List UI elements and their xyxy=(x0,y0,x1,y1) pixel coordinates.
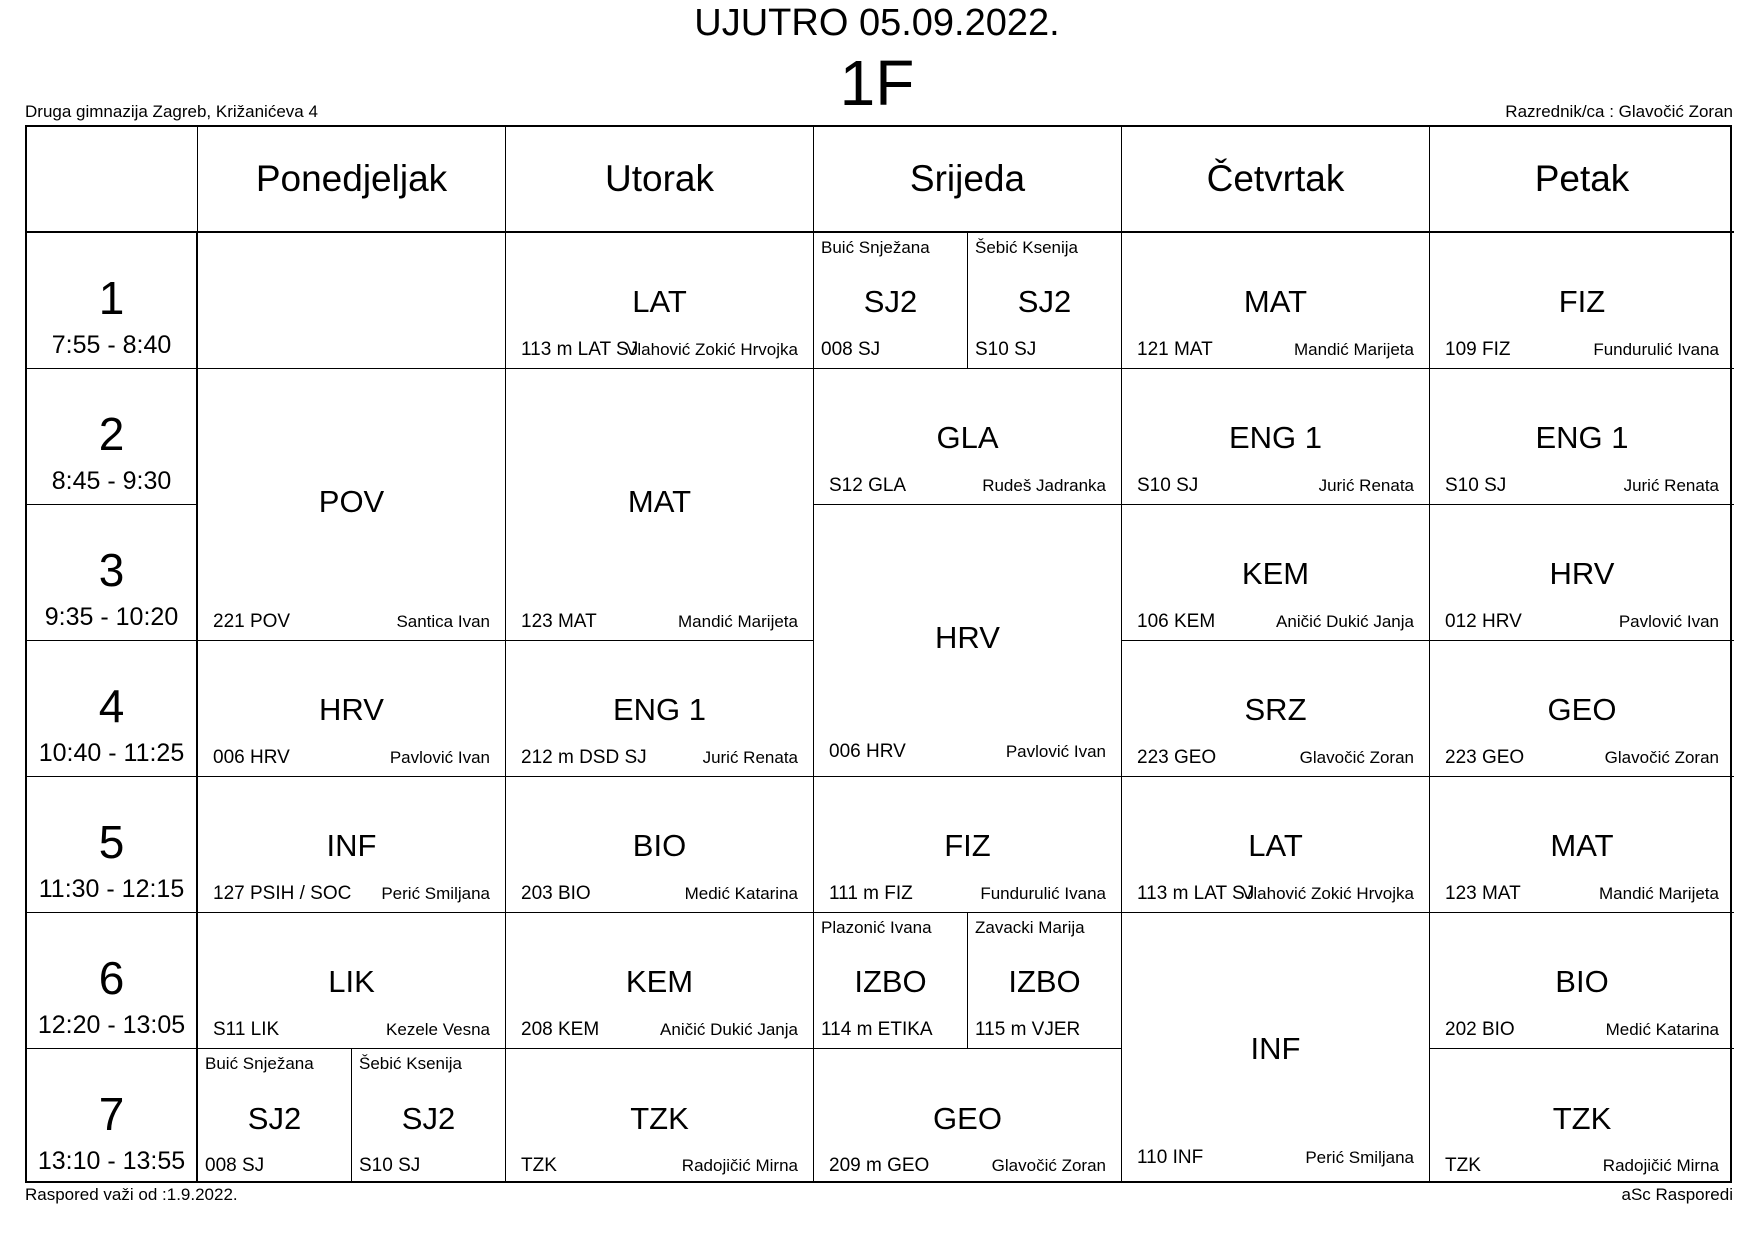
lesson-room: 006 HRV xyxy=(829,741,906,762)
lesson-room: 223 GEO xyxy=(1137,747,1217,768)
lesson-teacher: Vlahović Zokić Hrvojka xyxy=(626,340,798,359)
lesson-subject: GLA xyxy=(936,420,999,455)
lesson-room: 113 m LAT SJ xyxy=(1137,883,1255,904)
day-header-tue: Utorak xyxy=(506,127,814,233)
lesson-cell xyxy=(1122,641,1430,777)
lesson-room: 221 POV xyxy=(213,611,291,632)
lesson-room: 110 INF xyxy=(1137,1147,1204,1168)
period-time: 13:10 - 13:55 xyxy=(37,1147,186,1175)
timetable-grid xyxy=(25,125,1732,1183)
lesson-teacher: Pavlović Ivan xyxy=(1618,612,1719,631)
lesson-room: 115 m VJER xyxy=(975,1019,1081,1040)
lesson-subject: GEO xyxy=(933,1101,1002,1136)
lesson-subject: INF xyxy=(326,828,377,863)
lesson-teacher: Glavočić Zoran xyxy=(1604,748,1719,767)
lesson-cell xyxy=(506,369,814,641)
period-cell xyxy=(27,777,198,913)
period-time: 7:55 - 8:40 xyxy=(51,331,172,359)
lesson-teacher: Radojičić Mirna xyxy=(1602,1156,1719,1175)
lesson-room: S10 SJ xyxy=(1137,475,1199,496)
lesson-teacher: Aničić Dukić Janja xyxy=(1276,612,1414,631)
lesson-subject: TZK xyxy=(1552,1101,1612,1136)
lesson-room: 208 KEM xyxy=(521,1019,600,1040)
lesson-cell xyxy=(1122,369,1430,505)
lesson-teacher: Vlahović Zokić Hrvojka xyxy=(1242,884,1414,903)
lesson-teacher: Fundurulić Ivana xyxy=(1593,340,1719,359)
lesson-subject: BIO xyxy=(1555,964,1609,999)
school-name: Druga gimnazija Zagreb, Križanićeva 4 xyxy=(25,102,318,121)
lesson-subject: ENG 1 xyxy=(612,692,707,727)
lesson-subject: MAT xyxy=(1550,828,1614,863)
period-cell xyxy=(27,913,198,1049)
lesson-cell xyxy=(1122,505,1430,641)
lesson-cell xyxy=(1122,913,1430,1183)
split-lesson-cell xyxy=(352,1049,506,1183)
lesson-teacher: Buić Snježana xyxy=(205,1054,314,1073)
lesson-room: 111 m FIZ xyxy=(829,883,913,904)
lesson-cell xyxy=(1430,505,1734,641)
software-credit: aSc Rasporedi xyxy=(1621,1185,1733,1204)
lesson-cell xyxy=(814,369,1122,505)
split-lesson-cell xyxy=(968,233,1122,369)
lesson-teacher: Buić Snježana xyxy=(821,238,930,257)
lesson-subject: HRV xyxy=(319,692,384,727)
lesson-room: 006 HRV xyxy=(213,747,290,768)
period-time: 9:35 - 10:20 xyxy=(44,603,179,631)
lesson-teacher: Medić Katarina xyxy=(684,884,798,903)
lesson-cell xyxy=(1430,777,1734,913)
lesson-teacher: Šebić Ksenija xyxy=(975,238,1079,257)
split-lesson-cell xyxy=(198,1049,352,1183)
lesson-teacher: Pavlović Ivan xyxy=(389,748,490,767)
lesson-subject: MAT xyxy=(627,484,692,519)
lesson-teacher: Perić Smiljana xyxy=(1305,1148,1414,1167)
lesson-subject: ENG 1 xyxy=(1228,420,1323,455)
day-header-thu: Četvrtak xyxy=(1122,127,1430,233)
homeroom-teacher: Razrednik/ca : Glavočić Zoran xyxy=(1505,102,1733,121)
lesson-cell xyxy=(506,913,814,1049)
lesson-room: S10 SJ xyxy=(975,339,1037,360)
lesson-cell xyxy=(1122,777,1430,913)
lesson-subject: KEM xyxy=(625,964,694,999)
lesson-cell xyxy=(814,777,1122,913)
lesson-teacher: Perić Smiljana xyxy=(381,884,490,903)
lesson-cell xyxy=(198,777,506,913)
period-cell xyxy=(27,369,198,505)
lesson-teacher: Medić Katarina xyxy=(1605,1020,1719,1039)
lesson-teacher: Santica Ivan xyxy=(396,612,490,631)
lesson-teacher: Aničić Dukić Janja xyxy=(660,1020,798,1039)
lesson-cell xyxy=(1430,641,1734,777)
lesson-room: 212 m DSD SJ xyxy=(521,747,647,768)
lesson-cell xyxy=(814,1049,1122,1183)
lesson-cell xyxy=(198,913,506,1049)
period-number: 7 xyxy=(98,1088,125,1140)
lesson-room: 008 SJ xyxy=(821,339,881,360)
lesson-teacher: Radojičić Mirna xyxy=(681,1156,798,1175)
lesson-subject: LAT xyxy=(632,284,687,319)
lesson-teacher: Fundurulić Ivana xyxy=(980,884,1106,903)
lesson-room: TZK xyxy=(521,1155,557,1176)
lesson-subject: FIZ xyxy=(1558,284,1606,319)
lesson-room: 008 SJ xyxy=(205,1155,265,1176)
lesson-teacher: Kezele Vesna xyxy=(386,1020,490,1039)
period-number: 4 xyxy=(98,680,125,732)
lesson-subject: TZK xyxy=(630,1101,689,1136)
lesson-subject: MAT xyxy=(1243,284,1308,319)
lesson-room: S10 SJ xyxy=(1445,475,1507,496)
period-time: 12:20 - 13:05 xyxy=(37,1011,186,1039)
lesson-subject: SJ2 xyxy=(863,284,918,319)
lesson-cell xyxy=(198,641,506,777)
lesson-subject: IZBO xyxy=(1008,964,1081,999)
lesson-room: TZK xyxy=(1445,1155,1481,1176)
lesson-subject: BIO xyxy=(632,828,687,863)
period-time: 11:30 - 12:15 xyxy=(38,875,185,903)
lesson-room: S11 LIK xyxy=(213,1019,280,1040)
lesson-teacher: Zavacki Marija xyxy=(975,918,1085,937)
lesson-room: 114 m ETIKA xyxy=(821,1019,933,1040)
lesson-teacher: Pavlović Ivan xyxy=(1005,742,1106,761)
lesson-cell xyxy=(198,369,506,641)
lesson-subject: HRV xyxy=(1549,556,1615,591)
lesson-room: 203 BIO xyxy=(521,883,591,904)
lesson-subject: HRV xyxy=(935,620,1000,655)
lesson-cell xyxy=(506,1049,814,1183)
period-cell xyxy=(27,1049,198,1183)
lesson-teacher: Mandić Marijeta xyxy=(678,612,798,631)
lesson-cell xyxy=(814,505,1122,777)
lesson-subject: SRZ xyxy=(1244,692,1307,727)
lesson-cell xyxy=(1430,369,1734,505)
lesson-cell xyxy=(1430,233,1734,369)
lesson-subject: LIK xyxy=(328,964,375,999)
lesson-room: 123 MAT xyxy=(521,611,597,632)
split-lesson-cell xyxy=(814,913,968,1049)
lesson-teacher: Plazonić Ivana xyxy=(821,918,932,937)
day-header-wed: Srijeda xyxy=(814,127,1122,233)
split-lesson-cell xyxy=(968,913,1122,1049)
lesson-teacher: Glavočić Zoran xyxy=(991,1156,1106,1175)
split-lesson-cell xyxy=(814,233,968,369)
period-number: 1 xyxy=(98,272,125,324)
lesson-subject: IZBO xyxy=(854,964,927,999)
day-header-fri: Petak xyxy=(1430,127,1734,233)
lesson-room: S10 SJ xyxy=(359,1155,421,1176)
corner-cell xyxy=(27,127,198,233)
lesson-cell xyxy=(506,233,814,369)
lesson-cell xyxy=(506,641,814,777)
lesson-teacher: Šebić Ksenija xyxy=(359,1054,463,1073)
lesson-subject: FIZ xyxy=(944,828,991,863)
lesson-subject: SJ2 xyxy=(247,1101,302,1136)
lesson-subject: LAT xyxy=(1248,828,1303,863)
lesson-teacher: Mandić Marijeta xyxy=(1599,884,1719,903)
period-number: 3 xyxy=(98,544,125,596)
lesson-cell xyxy=(506,777,814,913)
lesson-cell xyxy=(1122,233,1430,369)
lesson-subject: KEM xyxy=(1241,556,1310,591)
period-cell xyxy=(27,233,198,369)
lesson-subject: ENG 1 xyxy=(1535,420,1629,455)
lesson-room: 209 m GEO xyxy=(829,1155,930,1176)
lesson-room: S12 GLA xyxy=(829,475,907,496)
period-cell xyxy=(27,505,198,641)
lesson-teacher: Jurić Renata xyxy=(1623,476,1719,495)
lesson-subject: INF xyxy=(1250,1031,1301,1066)
lesson-room: 113 m LAT SJ xyxy=(521,339,639,360)
empty-lesson-cell xyxy=(198,233,506,369)
lesson-teacher: Mandić Marijeta xyxy=(1294,340,1414,359)
lesson-room: 202 BIO xyxy=(1445,1019,1515,1040)
period-number: 2 xyxy=(98,408,125,460)
class-name: 1F xyxy=(839,47,915,119)
lesson-teacher: Jurić Renata xyxy=(702,748,798,767)
lesson-room: 123 MAT xyxy=(1445,883,1521,904)
day-header-mon: Ponedjeljak xyxy=(198,127,506,233)
lesson-room: 012 HRV xyxy=(1445,611,1522,632)
lesson-subject: SJ2 xyxy=(1017,284,1072,319)
lesson-subject: POV xyxy=(318,484,385,519)
lesson-cell xyxy=(1430,1049,1734,1183)
lesson-cell xyxy=(1430,913,1734,1049)
lesson-teacher: Rudeš Jadranka xyxy=(982,476,1106,495)
lesson-subject: GEO xyxy=(1547,692,1617,727)
lesson-room: 127 PSIH / SOC xyxy=(213,883,352,904)
period-cell xyxy=(27,641,198,777)
page-title: UJUTRO 05.09.2022. xyxy=(694,2,1060,44)
valid-from-note: Raspored važi od :1.9.2022. xyxy=(25,1185,238,1204)
lesson-room: 109 FIZ xyxy=(1445,339,1511,360)
lesson-room: 106 KEM xyxy=(1137,611,1216,632)
period-number: 6 xyxy=(98,952,125,1004)
period-time: 8:45 - 9:30 xyxy=(51,467,172,495)
lesson-room: 121 MAT xyxy=(1137,339,1213,360)
lesson-subject: SJ2 xyxy=(401,1101,456,1136)
lesson-teacher: Jurić Renata xyxy=(1318,476,1414,495)
lesson-teacher: Glavočić Zoran xyxy=(1299,748,1414,767)
period-time: 10:40 - 11:25 xyxy=(38,739,185,767)
period-number: 5 xyxy=(98,816,125,868)
lesson-room: 223 GEO xyxy=(1445,747,1525,768)
